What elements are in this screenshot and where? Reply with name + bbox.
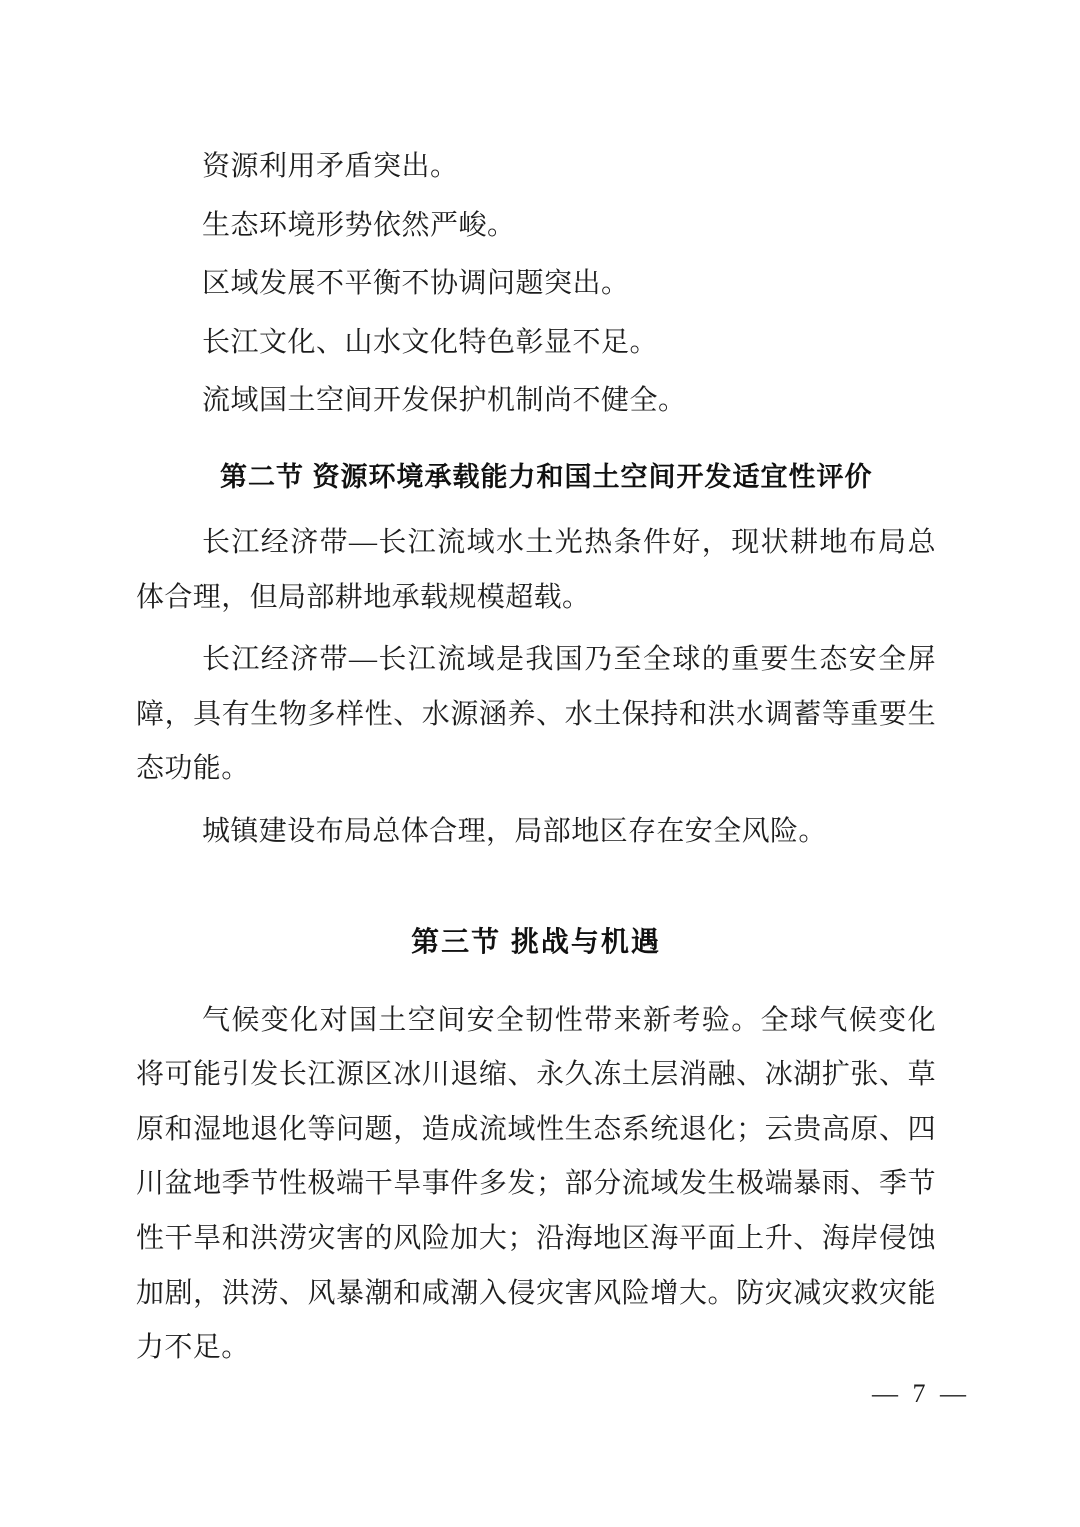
paragraph: 城镇建设布局总体合理，局部地区存在安全风险。 bbox=[202, 815, 827, 847]
list-item: 生态环境形势依然严峻。 bbox=[202, 209, 516, 241]
list-item: 区域发展不平衡不协调问题突出。 bbox=[202, 268, 630, 300]
section-heading-three: 第三节 挑战与机遇 bbox=[411, 925, 661, 957]
section-heading-two: 第二节 资源环境承载能力和国土空间开发适宜性评价 bbox=[220, 461, 873, 492]
paragraph: 长江经济带—长江流域是我国乃至全球的重要生态安全屏障，具有生物多样性、水源涵养、水土保持和洪水调蓄等重要生态功能。 bbox=[136, 644, 936, 785]
page-content bbox=[136, 140, 936, 1384]
list-item: 长江文化、山水文化特色彰显不足。 bbox=[202, 326, 659, 358]
page-number: — 7 — bbox=[872, 1379, 970, 1408]
list-item: 流域国土空间开发保护机制尚不健全。 bbox=[202, 385, 687, 417]
paragraph: 长江经济带—长江流域水土光热条件好，现状耕地布局总体合理，但局部耕地承载规模超载。 bbox=[136, 526, 936, 613]
list-item: 资源利用矛盾突出。 bbox=[202, 151, 459, 182]
paragraph: 气候变化对国土空间安全韧性带来新考验。全球气候变化将可能引发长江源区冰川退缩、永久冻土层消融、冰湖扩张、草原和湿地退化等问题，造成流域性生态系统退化；云贵高原、四川盆地季节性极端干旱事件多发；部分流域发生极端暴雨、季节性干旱和洪涝灾害的风险加大；沿海地区海平面上升、海岸侵蚀加剧，洪涝、风暴潮和咸潮入侵灾害风险增大。防灾减灾救灾能力不足。 bbox=[136, 1004, 936, 1364]
